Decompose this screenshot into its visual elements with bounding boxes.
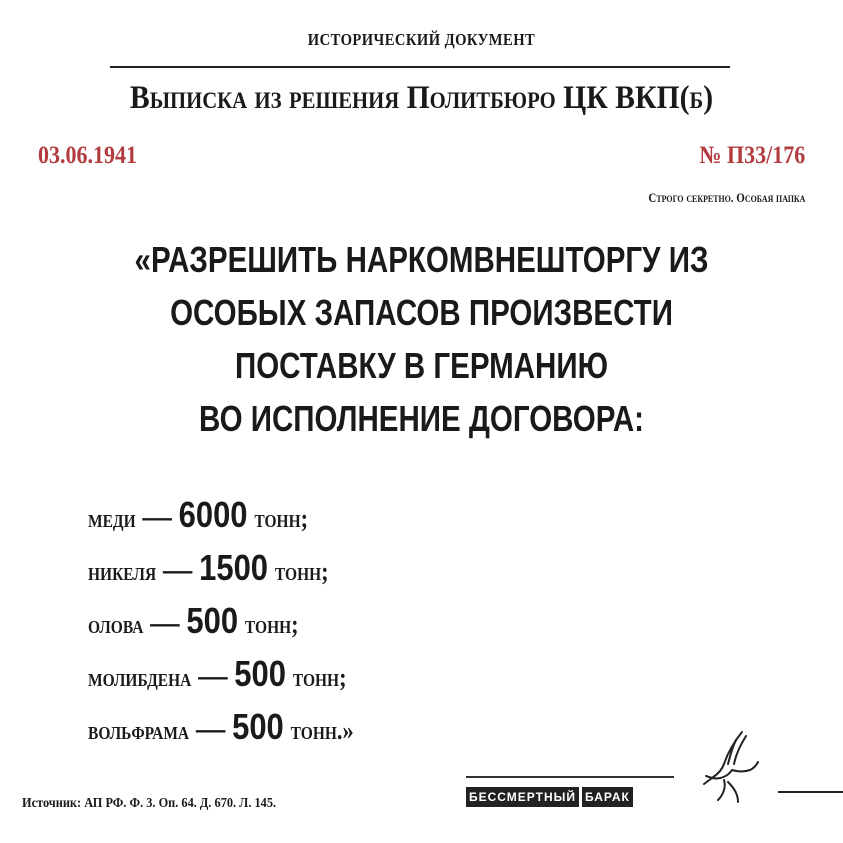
material-name: никеля: [88, 559, 157, 586]
material-unit: тонн;: [274, 557, 329, 586]
material-quantity: 500: [186, 600, 239, 641]
quote-line: ОСОБЫХ ЗАПАСОВ ПРОИЗВЕСТИ: [170, 292, 673, 333]
quote-line: ПОСТАВКУ В ГЕРМАНИЮ: [234, 345, 609, 386]
document-kicker: ИСТОРИЧЕСКИЙ ДОКУМЕНТ: [307, 30, 536, 49]
material-item: [88, 600, 354, 653]
quote-line: «РАЗРЕШИТЬ НАРКОМВНЕШТОРГУ ИЗ: [134, 239, 709, 280]
item-dash: —: [150, 604, 180, 641]
brand-logo: [466, 787, 633, 807]
material-name: молибдена: [88, 665, 192, 692]
secrecy-stamp: Строго секретно. Особая папка: [648, 191, 805, 205]
material-quantity: 500: [234, 653, 286, 694]
material-name: меди: [88, 506, 136, 533]
brand-word: БЕССМЕРТНЫЙ: [466, 787, 579, 807]
document-number: № П33/176: [699, 142, 805, 169]
brand-divider: [466, 776, 674, 778]
document-date: 03.06.1941: [38, 142, 137, 169]
brand-word: БАРАК: [582, 787, 633, 807]
quote-line: ВО ИСПОЛНЕНИЕ ДОГОВОРА:: [199, 398, 644, 439]
material-item: [88, 706, 354, 759]
material-unit: тонн;: [244, 610, 299, 639]
item-dash: —: [198, 657, 228, 694]
material-name: олова: [88, 612, 144, 639]
item-dash: —: [142, 498, 172, 535]
material-unit: тонн.»: [290, 716, 354, 745]
document-title: Выписка из решения Политбюро ЦК ВКП(б): [129, 80, 714, 116]
material-quantity: 1500: [199, 547, 269, 588]
material-item: [88, 653, 354, 706]
material-unit: тонн;: [292, 663, 347, 692]
item-dash: —: [195, 710, 226, 747]
source-citation: Источник: АП РФ. Ф. 3. Оп. 64. Д. 670. Л. 145.: [22, 796, 277, 811]
header-divider: [110, 66, 730, 68]
signature-line: [778, 791, 843, 793]
material-item: [88, 547, 354, 600]
material-item: [88, 494, 354, 547]
material-quantity: 6000: [178, 494, 248, 535]
dove-icon: [694, 728, 766, 813]
material-unit: тонн;: [254, 504, 309, 533]
materials-list: [88, 494, 397, 759]
decision-quote: [0, 233, 843, 445]
material-name: вольфрама: [88, 718, 190, 745]
material-quantity: 500: [232, 706, 284, 747]
item-dash: —: [163, 551, 193, 588]
